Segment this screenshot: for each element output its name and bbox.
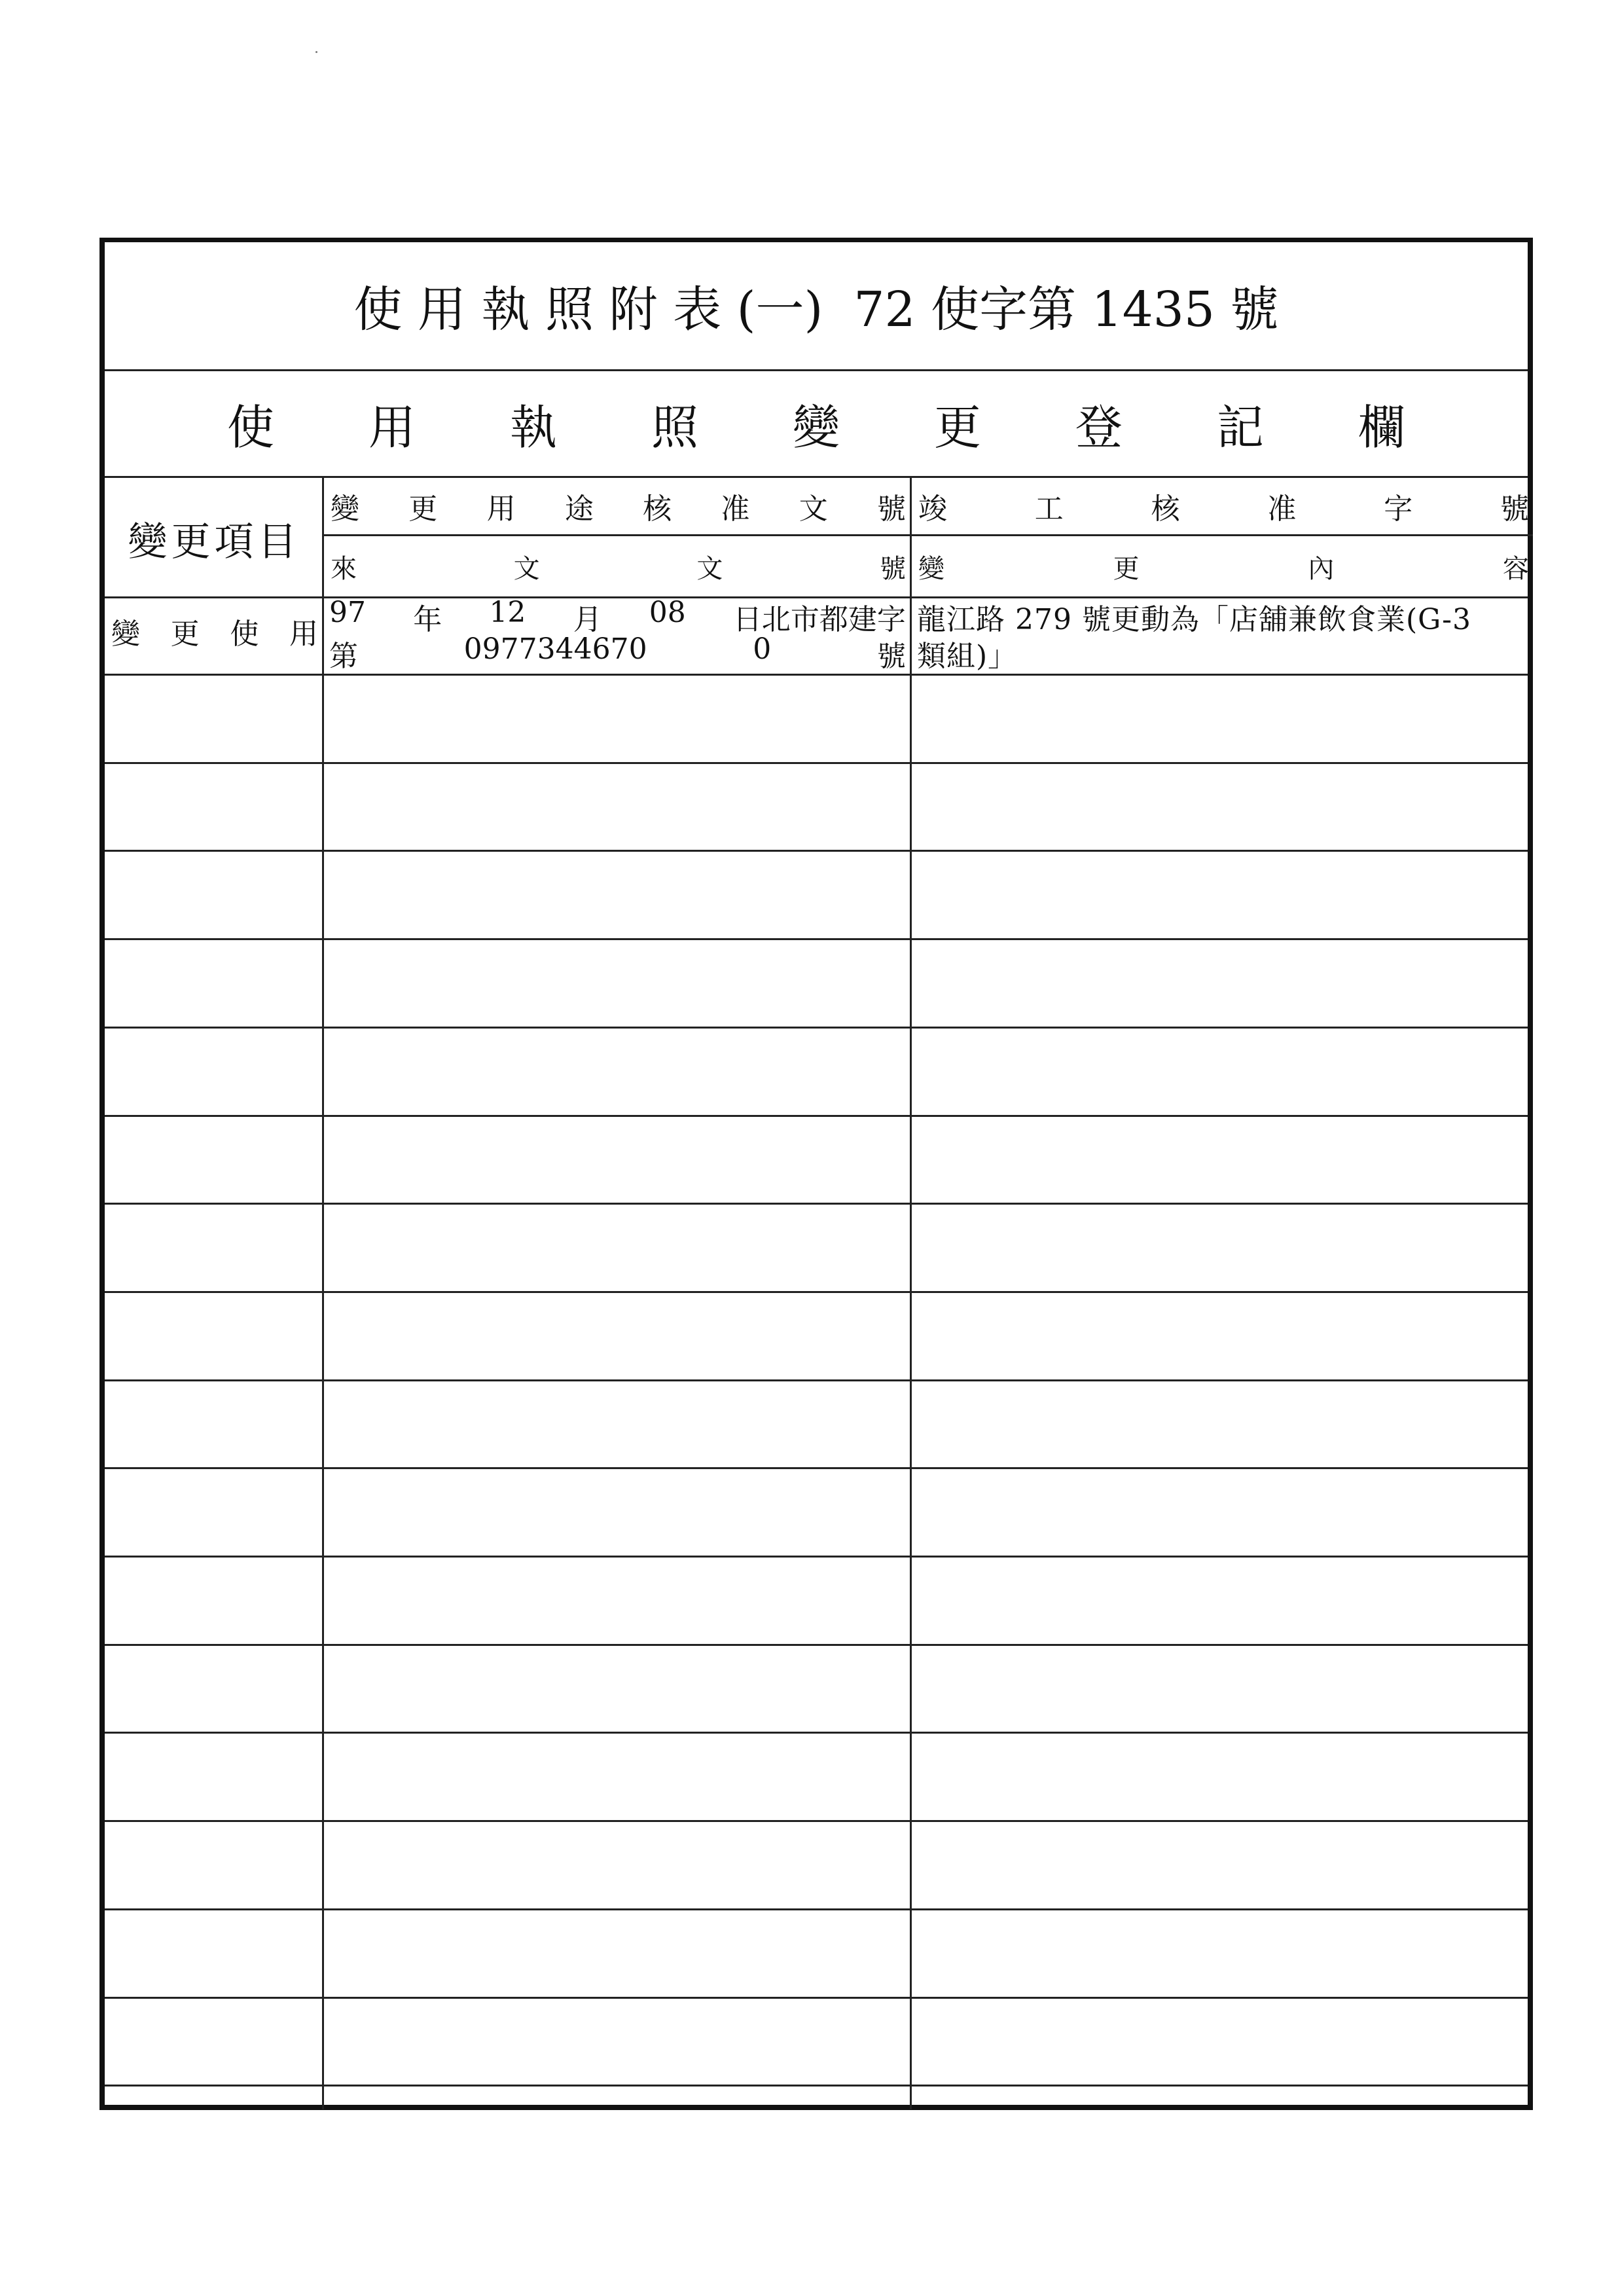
text-segment: 核 [643, 492, 672, 526]
entry-content-line1: 龍江路 279 號更動為「店舖兼飲食業(G-3 [917, 603, 1471, 636]
text-segment: 08 [649, 596, 686, 629]
row-divider [105, 1997, 1528, 1999]
scan-speck [315, 51, 317, 53]
text-segment: 來 [331, 553, 357, 584]
text-segment: 變 [111, 617, 140, 651]
row-divider [105, 1908, 1528, 1910]
row-divider [105, 850, 1528, 852]
text-segment: 字 [1384, 492, 1413, 526]
text-segment: 內 [1308, 553, 1335, 584]
text-segment: 文 [513, 553, 540, 584]
header-approval-doc [324, 478, 910, 534]
text-segment: 使 [230, 617, 259, 651]
text-segment: 核 [1151, 492, 1180, 526]
section-title [105, 371, 1528, 476]
text-segment: 更 [408, 492, 438, 526]
text-segment: 日北市都建字 [732, 603, 906, 636]
entry-doc-line2 [324, 632, 910, 673]
text-segment: 文 [799, 492, 828, 526]
header-change-item: 變更項目 [128, 519, 301, 565]
text-segment: 准 [1267, 492, 1297, 526]
text-segment: 0 [753, 632, 772, 666]
row-divider [105, 674, 1528, 676]
text-segment: 途 [564, 492, 594, 526]
text-segment: 年 [413, 603, 442, 636]
row-divider [105, 1115, 1528, 1117]
text-segment: 更 [1113, 553, 1140, 584]
text-segment: 容 [1502, 553, 1529, 584]
text-segment: 變 [918, 553, 944, 584]
row-divider [105, 1027, 1528, 1029]
text-segment: 用 [486, 492, 516, 526]
text-segment: 0977344670 [463, 632, 647, 666]
text-segment: 文 [696, 553, 723, 584]
row-divider [105, 1379, 1528, 1381]
header-change-content [912, 536, 1533, 596]
text-segment: 准 [721, 492, 750, 526]
text-segment: 工 [1034, 492, 1064, 526]
text-segment: 欄 [1357, 400, 1405, 455]
text-segment: 號 [1500, 492, 1529, 526]
text-segment: 更 [170, 617, 200, 651]
row-divider [105, 2085, 1528, 2086]
text-segment: 號 [876, 640, 906, 673]
entry-doc-line1 [324, 598, 910, 635]
row-divider [105, 1467, 1528, 1469]
section-title-text [227, 390, 1405, 458]
entry-content-line2: 類組)」 [917, 640, 1018, 673]
entry-item [105, 598, 322, 657]
row-divider [105, 1203, 1528, 1205]
header-completion-no [912, 478, 1533, 534]
row-divider [105, 1291, 1528, 1293]
row-divider [105, 1644, 1528, 1646]
text-segment: 更 [933, 400, 981, 455]
text-segment: 照 [651, 400, 698, 455]
text-segment: 使 [227, 400, 275, 455]
row-divider [105, 1556, 1528, 1558]
text-segment: 用 [289, 617, 318, 651]
text-segment: 用 [368, 400, 416, 455]
text-segment: 變 [331, 492, 359, 526]
header-incoming-doc [324, 536, 910, 596]
usage-permit-attachment-table [99, 238, 1533, 2110]
text-segment: 記 [1216, 400, 1264, 455]
row-divider [105, 1732, 1528, 1734]
page-title: 使 用 執 照 附 表 (一) 72 使字第 1435 號 [353, 282, 1279, 338]
text-segment: 第 [329, 640, 358, 673]
text-segment: 97 [329, 596, 366, 629]
text-segment: 變 [792, 400, 840, 455]
text-segment: 執 [509, 400, 557, 455]
row-divider [105, 1820, 1528, 1822]
text-segment: 月 [573, 603, 602, 636]
text-segment: 號 [876, 492, 906, 526]
text-segment: 號 [879, 553, 906, 584]
text-segment: 12 [489, 596, 526, 629]
row-divider [105, 938, 1528, 940]
text-segment: 竣 [918, 492, 947, 526]
row-divider [105, 762, 1528, 764]
text-segment: 登 [1075, 400, 1123, 455]
